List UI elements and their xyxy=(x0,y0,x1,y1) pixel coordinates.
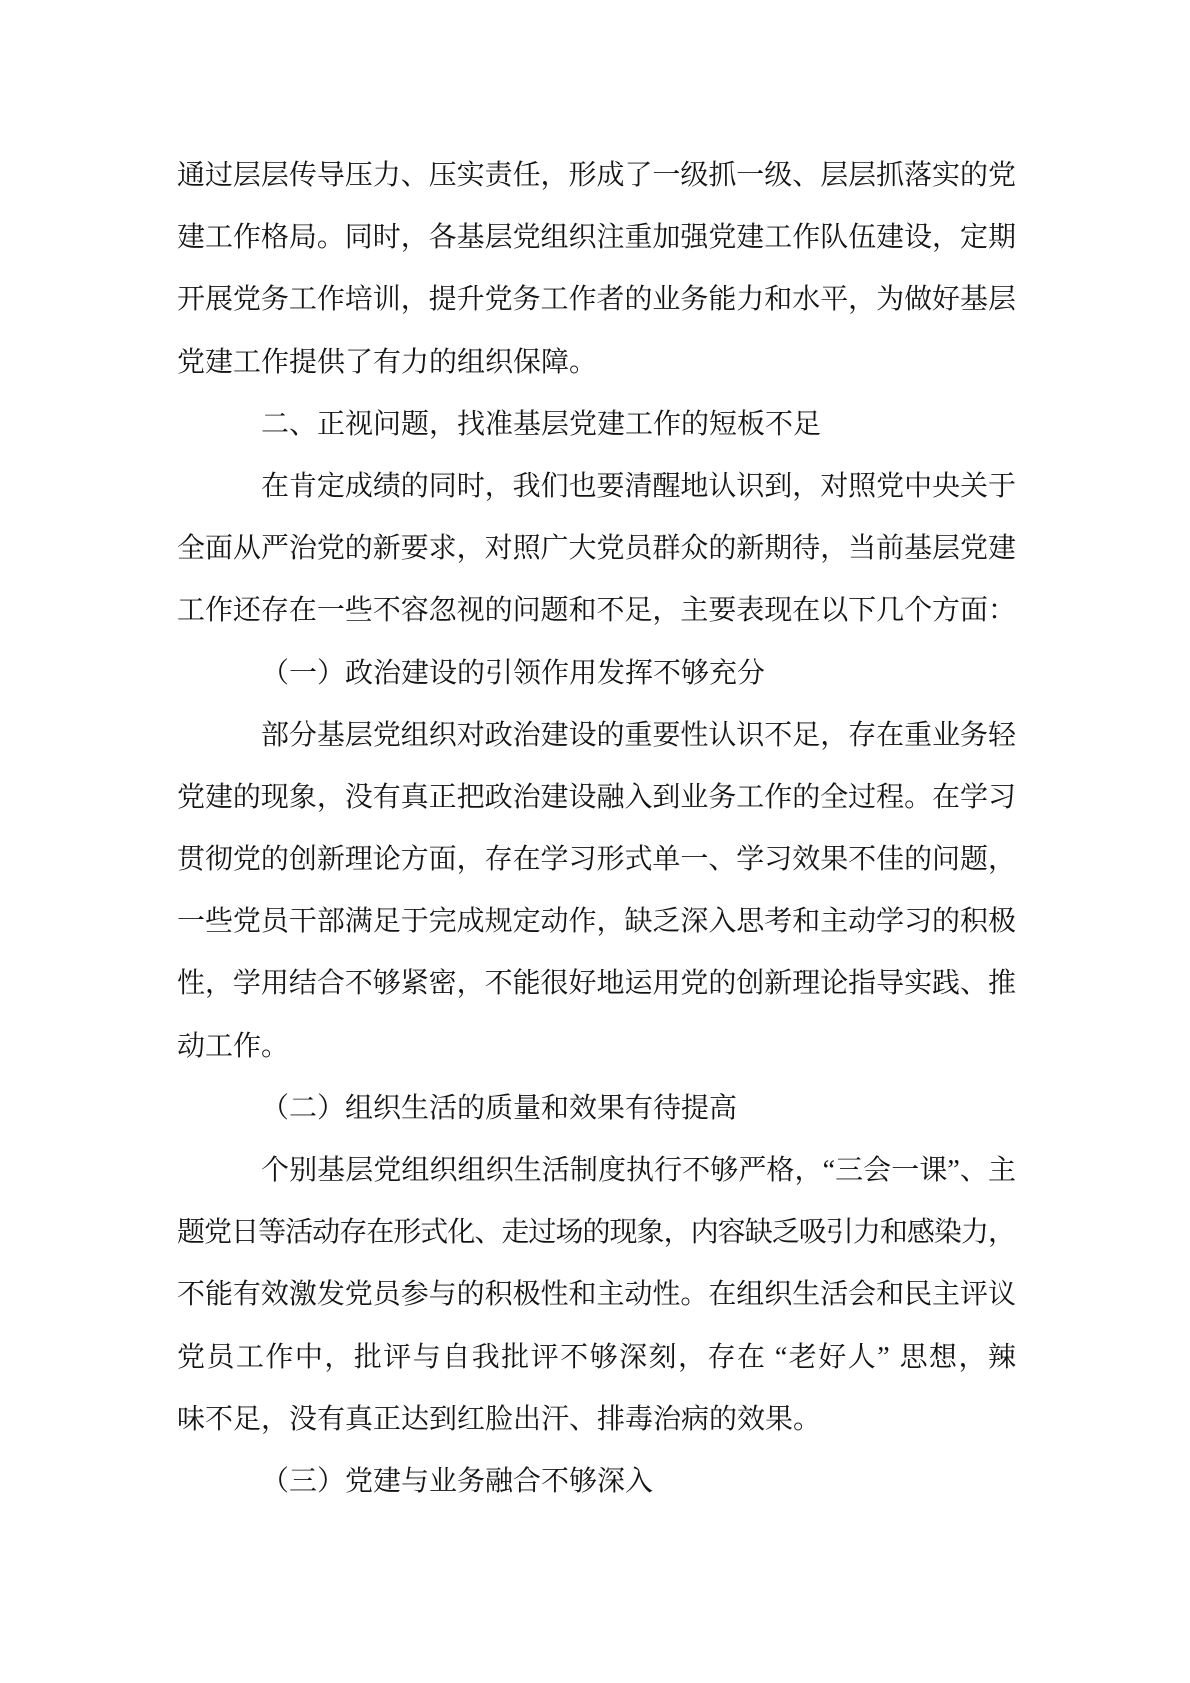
heading-line xyxy=(177,394,1016,456)
line-text: 一些党员干部满足于完成规定动作，缺乏深入思考和主动学习的积极 xyxy=(177,906,1016,938)
body-text-line xyxy=(177,891,1016,953)
body-text-line xyxy=(177,518,1016,580)
body-text-line xyxy=(177,1202,1016,1264)
line-text: 工作还存在一些不容忽视的问题和不足，主要表现在以下几个方面： xyxy=(177,595,1016,627)
line-text: 开展党务工作培训，提升党务工作者的业务能力和水平，为做好基层 xyxy=(177,284,1016,316)
line-text: 通过层层传导压力、压实责任，形成了一级抓一级、层层抓落实的党 xyxy=(177,160,1016,191)
line-text: （二）组织生活的质量和效果有待提高 xyxy=(261,1092,738,1124)
line-text: 党员工作中，批评与自我批评不够深刻，存在 “老好人” 思想，辣 xyxy=(177,1341,1018,1373)
heading-line xyxy=(177,1451,1016,1513)
line-text: 贯彻党的创新理论方面，存在学习形式单一、学习效果不佳的问题， xyxy=(177,844,1016,876)
body-text-line xyxy=(177,145,1016,207)
line-text: 动工作。 xyxy=(177,1030,290,1062)
line-text: 建工作格局。同时，各基层党组织注重加强党建工作队伍建设，定期 xyxy=(177,222,1016,254)
body-text-line xyxy=(177,269,1016,331)
line-text: 不能有效激发党员参与的积极性和主动性。在组织生活会和民主评议 xyxy=(177,1279,1016,1311)
line-text: 个别基层党组织组织生活制度执行不够严格，“三会一课”、主 xyxy=(261,1155,1017,1186)
line-text: 党建的现象，没有真正把政治建设融入到业务工作的全过程。在学习 xyxy=(177,781,1016,813)
heading-line xyxy=(177,643,1016,705)
line-text: （三）党建与业务融合不够深入 xyxy=(261,1465,654,1497)
body-text-line xyxy=(177,332,1016,394)
line-text: 党建工作提供了有力的组织保障。 xyxy=(177,346,598,378)
line-text: （一）政治建设的引领作用发挥不够充分 xyxy=(261,657,766,689)
body-text-line xyxy=(177,580,1016,642)
line-text: 性，学用结合不够紧密，不能很好地运用党的创新理论指导实践、推 xyxy=(177,968,1016,1000)
text-column xyxy=(177,145,1016,1513)
body-text-line xyxy=(177,767,1016,829)
body-text-line xyxy=(177,1016,1016,1078)
body-text-line xyxy=(177,829,1016,891)
body-text-line xyxy=(177,1140,1016,1202)
line-text: 二、正视问题，找准基层党建工作的短板不足 xyxy=(261,408,822,440)
body-text-line xyxy=(177,705,1016,767)
body-text-line xyxy=(177,1327,1016,1389)
body-text-line xyxy=(177,456,1016,518)
heading-line xyxy=(177,1078,1016,1140)
body-text-line xyxy=(177,1389,1016,1451)
line-text: 题党日等活动存在形式化、走过场的现象，内容缺乏吸引力和感染力， xyxy=(177,1217,1016,1249)
line-text: 部分基层党组织对政治建设的重要性认识不足，存在重业务轻 xyxy=(261,719,1016,751)
line-text: 味不足，没有真正达到红脸出汗、排毒治病的效果。 xyxy=(177,1403,822,1435)
line-text: 全面从严治党的新要求，对照广大党员群众的新期待，当前基层党建 xyxy=(177,533,1016,565)
body-text-line xyxy=(177,207,1016,269)
body-text-line xyxy=(177,953,1016,1015)
body-text-line xyxy=(177,1264,1016,1326)
line-text: 在肯定成绩的同时，我们也要清醒地认识到，对照党中央关于 xyxy=(261,470,1016,502)
